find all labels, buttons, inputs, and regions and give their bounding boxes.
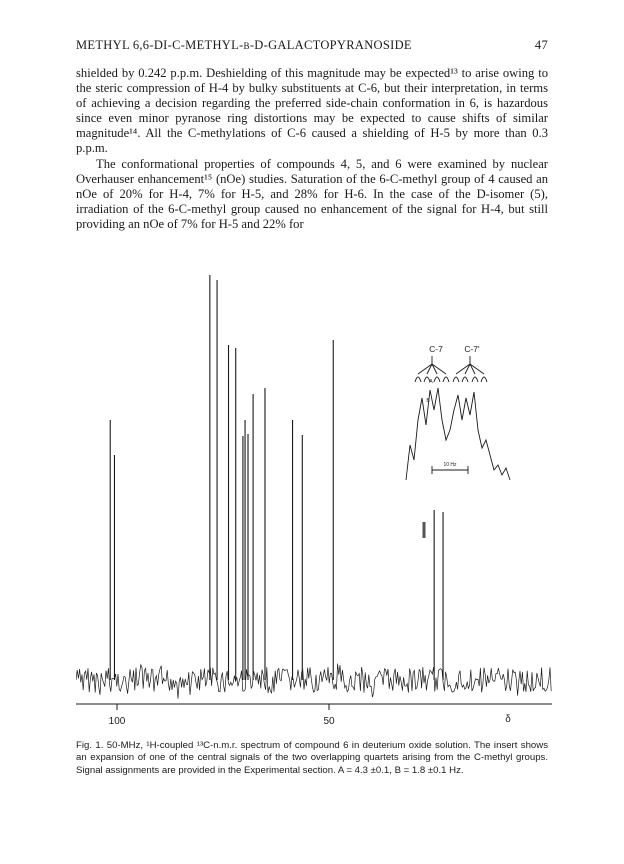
axis-tick-label: 50 xyxy=(323,716,335,727)
splitting-tree-arc xyxy=(472,377,478,382)
caption-text: Fig. 1. 50-MHz, ¹H-coupled ¹³C-n.m.r. spectrum of compound 6 in deuterium oxide solution. The insert shows an expansion of one of the central signals of the two overlapping quartets arising from the C-methyl groups. Signal assignments are provided in the Experimental section. A = 4.3 ±0.1, B = 1.8 ±0.1 Hz. xyxy=(76,740,548,776)
insert-label-c7-prime: C-7' xyxy=(464,344,480,354)
figure-caption xyxy=(76,740,548,777)
insert-trace xyxy=(406,388,510,480)
splitting-tree-arc xyxy=(462,377,468,382)
insert-expansion xyxy=(406,344,510,538)
scale-bar-label: 10 Hz xyxy=(443,462,457,468)
body-text xyxy=(76,66,548,232)
axis-unit-label: δ xyxy=(505,714,511,725)
splitting-tree-arc xyxy=(481,377,487,382)
spectrum-baseline xyxy=(76,664,551,699)
splitting-tree-arc xyxy=(415,377,421,382)
ppm-axis xyxy=(76,704,552,727)
splitting-tree-arc xyxy=(443,377,449,382)
splitting-label-b: B xyxy=(426,398,430,404)
nmr-spectrum-figure xyxy=(76,270,552,740)
page-number: 47 xyxy=(534,38,548,52)
paragraph: The conformational properties of compounds 4, 5, and 6 were examined by nuclear Overhauser enhancement¹⁵ (nOe) studies. Saturation of the 6-C-methyl group of 4 caused an nOe of 20% for H-4, 7% for H-5, and 28% for H-6. In the case of the D-isomer (5), irradiation of the 6-C-methyl group caused no enhancement of the signal for H-4, but still providing an nOe of 7% for H-5 and 22% for xyxy=(76,156,548,231)
spectrum-plot xyxy=(76,270,552,740)
paragraph: shielded by 0.242 p.p.m. Deshielding of this magnitude may be expected¹³ to arise owing to the steric compression of H-4 by bulky substituents at C-6, but their interpretation, in terms of achieving a decision regarding the preferred side-chain conformation in 6, is hazardous since even minor pyranose ring distortions may be expected to cause shifts of similar magnitude¹⁴. All the C-methylations of C-6 caused a shielding of H-5 by more than 0.3 p.p.m. xyxy=(76,66,548,156)
running-header xyxy=(76,38,548,56)
splitting-tree-arc xyxy=(453,377,459,382)
splitting-label-a: A xyxy=(429,379,433,385)
spectrum-peaks xyxy=(110,275,443,680)
running-title: METHYL 6,6-DI-C-METHYL-β-D-GALACTOPYRANOSIDE xyxy=(76,38,412,52)
insert-label-c7: C-7 xyxy=(429,344,443,354)
axis-tick-label: 100 xyxy=(108,716,126,727)
baseline-noise xyxy=(76,664,551,699)
splitting-tree-arc xyxy=(434,377,440,382)
